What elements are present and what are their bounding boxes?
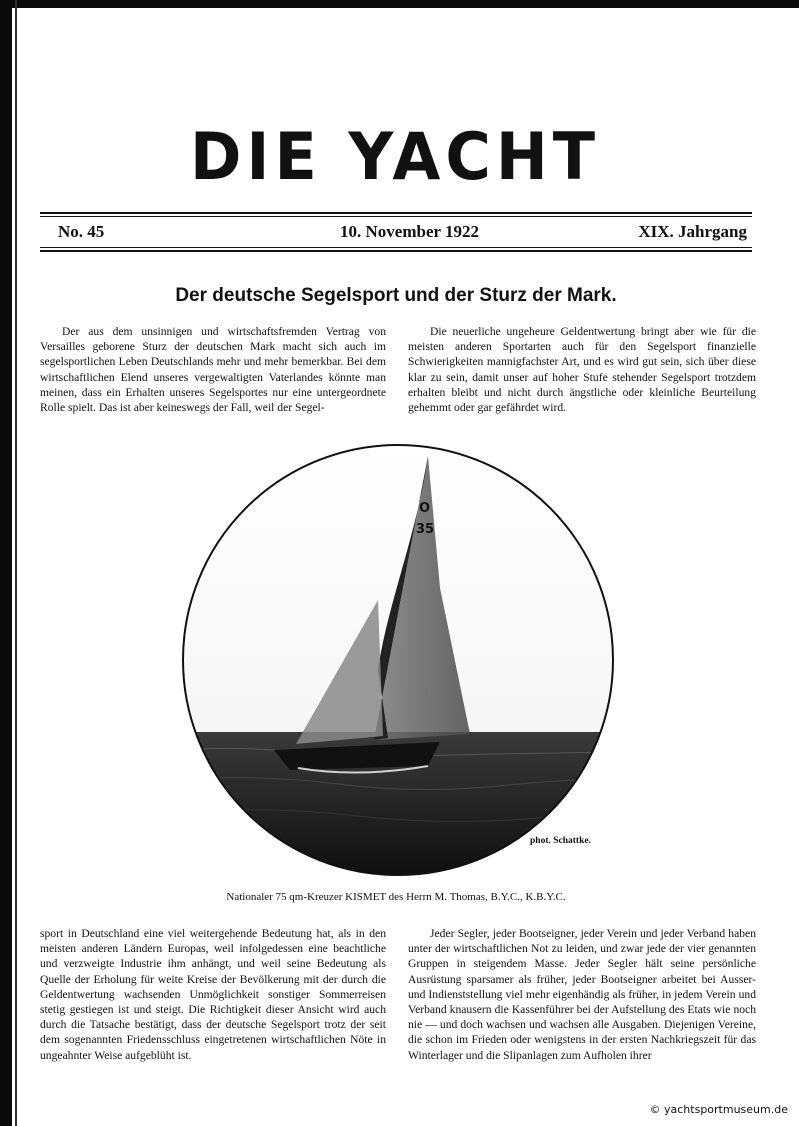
masthead-rule-top-thin xyxy=(40,216,752,217)
article-column-top-right xyxy=(408,324,756,415)
sail-number-letter: O xyxy=(419,501,431,516)
issue-date: 10. November 1922 xyxy=(340,222,479,241)
scan-left-border xyxy=(0,0,12,1126)
copyright-watermark: © yachtsportmuseum.de xyxy=(647,1102,791,1117)
photo-caption: Nationaler 75 qm-Kreuzer KISMET des Herrn M. Thomas, B.Y.C., K.B.Y.C. xyxy=(226,891,566,903)
issue-volume: XIX. Jahrgang xyxy=(638,222,747,241)
article-column-bottom-left xyxy=(40,926,386,1063)
masthead-title: DIE YACHT xyxy=(189,118,601,195)
paragraph: Die neuerliche ungeheure Geldentwertung bringt aber wie für die meisten anderen Sportarten auch für den Segelsport finanzielle Schwierigkeiten mannigfachster Art, und es wird gut sein, sich über diese klar zu sein, damit unser auf hoher Stufe stehender Segelsport trotzdem erhalten bleibt und nicht durch ängstliche oder kleinliche Beurteilung gehemmt oder gar gefährdet wird. xyxy=(408,325,756,415)
issue-number: No. 45 xyxy=(58,222,105,241)
paragraph: Der aus dem unsinnigen und wirtschaftsfremden Vertrag von Versailles geborene Sturz der deutschen Mark macht sich auch im segelsportlichen Leben Deutschlands mehr und mehr bemerkbar. Bei dem wirtschaftlichen Elend unseres vergewaltigten Vaterlandes könnte man meinen, dass ein Erhalten unseres Segelsportes nur eine untergeordnete Rolle spielt. Das ist aber keineswegs der Fall, weil der Segel- xyxy=(40,325,386,415)
masthead-rule-top xyxy=(40,212,752,214)
photo-credit: phot. Schattke. xyxy=(530,836,591,846)
sail-number: 35 xyxy=(416,522,435,537)
article-column-top-left xyxy=(40,324,386,415)
scan-left-edge-line xyxy=(15,0,17,1126)
paragraph: sport in Deutschland eine viel weitergehende Bedeutung hat, als in den meisten anderen Ländern Europas, weil infolgedessen eine beachtliche und verzweigte Industrie ihm anhängt, und weil seine Bedeutung als Quelle der Erholung für weite Kreise der Bevölkerung mit der durch die Geldentwertung wachsenden Unmöglichkeit sonstiger Sommerreisen stetig gestiegen ist und steigt. Die Richtigkeit dieser Ansicht wird auch durch die Tatsache bestätigt, dass der deutsche Segelsport trotz der seit dem sogenannten Friedensschluss eingetretenen wirtschaftlichen Nöte in ungeahnter Weise aufgeblüht ist. xyxy=(40,927,386,1062)
yacht-photo-image xyxy=(178,440,618,880)
article-column-bottom-right xyxy=(408,926,756,1063)
article-headline: Der deutsche Segelsport und der Sturz der Mark. xyxy=(175,285,617,306)
paragraph: Jeder Segler, jeder Bootseigner, jeder Verein und jeder Verband haben unter der wirtschaftlichen Not zu leiden, und zwar jede der vier genannten Gruppen in steigendem Masse. Jeder Segler hält seine persönliche Ausrüstung sparsamer als früher, jeder Bootseigner arbeitet bei Ausser- und Indienststellung viel mehr eigenhändig als früher, in jedem Verein und Verband knausern die Kassenführer bei der Aufstellung des Etats wie noch nie — und doch wachsen und wachsen alle Ausgaben. Diejenigen Vereine, die schon im Frieden oder wenigstens in der ersten Nachkriegszeit für das Winterlager und die Slipanlagen zum Aufholen ihrer xyxy=(408,927,756,1062)
masthead-rule-bottom xyxy=(40,250,752,252)
scan-top-border xyxy=(0,0,799,8)
masthead-rule-bottom-thin xyxy=(40,247,752,248)
yacht-photo xyxy=(178,440,618,880)
